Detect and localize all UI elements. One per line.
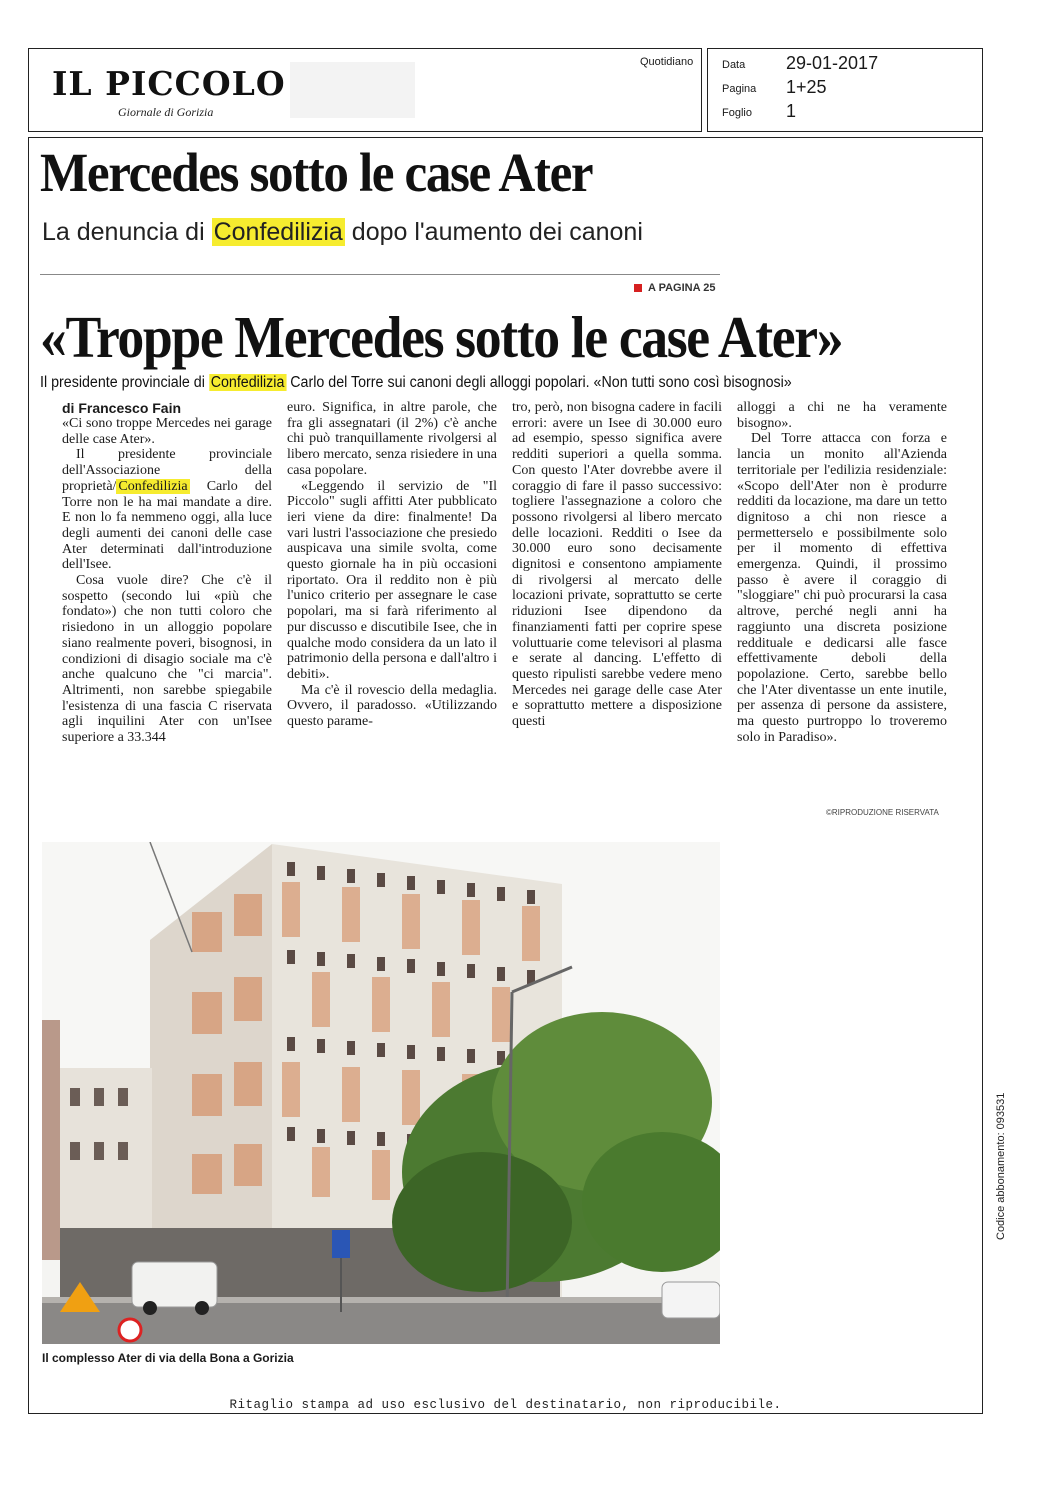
paragraph: Cosa vuole dire? Che c'è il sospetto (secondo lui «più che fondato») che non tutti coloro che risiedono in un alloggio popolare siano realmente poveri, bisognosi, in condizioni di disagio sociale ma c'è anche qualcuno che "ci marcia". Altrimenti, non sarebbe spiegabile l'esistenza di una fascia C riservata agli inquilini Ater con un'Isee superiore a 33.344 (62, 573, 272, 746)
front-headline: Mercedes sotto le case Ater (40, 142, 593, 203)
front-sub-text: La denuncia di (42, 218, 212, 246)
paragraph: «Ci sono troppe Mercedes nei garage delle case Ater». (62, 416, 272, 447)
red-square-icon (634, 284, 642, 292)
article-column-2 (287, 400, 497, 790)
byline: di Francesco Fain (62, 400, 182, 416)
newspaper-logo: IL PICCOLO (52, 64, 286, 103)
page-value: 1+25 (786, 77, 827, 97)
photo-caption: Il complesso Ater di via della Bona a Gorizia (42, 1351, 294, 1365)
building-photo (42, 842, 720, 1344)
highlighted-keyword: Confedilizia (213, 218, 343, 246)
paragraph: euro. Significa, in altre parole, che fra gli assegnatari (il 2%) c'è anche chi può tranquillamente rivolgersi al libero mercato, senza risiedere in una casa popolare. (287, 400, 497, 478)
highlighted-keyword: Confedilizia (210, 374, 285, 391)
sheet-value: 1 (786, 101, 797, 121)
publication-type: Quotidiano (640, 56, 694, 68)
paragraph: tro, però, non bisogna cadere in facili errori: avere un Isee di 30.000 euro ad esempio, spesso significa avere redditi superiori a quella somma. Con questo l'Ater dovrebbe avere il coraggio di fare il passo successivo: togliere l'assegnazione a coloro che possono rivolgersi al libero mercato delle locazioni. Redditi o Isee da 30.000 euro sono decisamente dignitosi e consentono ampiamente di rivolgersi al mercato delle locazioni private, soprattutto se certe riduzioni Isee dipendono da finanziamenti fatti per coprire spese voluttuarie come televisori al plasma e serate al dancing. L'effetto di questo ripulisti sarebbe vedere meno Mercedes nei garage delle case Ater e soprattutto mettere a disposizione questi (512, 400, 722, 730)
paragraph: «Leggendo il servizio de "Il Piccolo" sugli affitti Ater pubblicato ieri viene da dire: finalmente! Da vari lustri l'associazione che presiedo auspicava una simile svolta, come questo giornale ha in più occasioni riportato. Ora il reddito non è più l'unico criterio per assegnare le case popolari, ma si farà riferimento al pur discusso e discutibile Isee, che in qualche modo considera da un lato il patrimonio della persona e dall'altro i debiti». (287, 478, 497, 682)
subscription-code: Codice abbonamento: 093531 (995, 1092, 1007, 1240)
paragraph: alloggi a chi ne ha veramente bisogno». (737, 400, 947, 431)
paragraph-text: Il presidente provinciale dell'Associazione della proprietà/ (62, 447, 272, 494)
article-column-1 (62, 416, 272, 806)
article-headline: «Troppe Mercedes sotto le case Ater» (40, 304, 843, 370)
page-label: Pagina (722, 83, 757, 95)
front-sub-text: dopo l'aumento dei canoni (344, 218, 643, 246)
copyright-note: ©RIPRODUZIONE RISERVATA (826, 808, 939, 817)
page-reference: A PAGINA 25 (648, 282, 716, 294)
paragraph: Ma c'è il rovescio della medaglia. Ovvero, il paradosso. «Utilizzando questo parame- (287, 682, 497, 730)
article-sub-text: Il presidente provinciale di (40, 374, 209, 391)
sheet-label: Foglio (722, 107, 752, 119)
divider (40, 274, 720, 275)
date-value: 29-01-2017 (786, 53, 879, 73)
front-subheadline (42, 218, 643, 247)
article-subheadline (40, 374, 792, 392)
article-column-4 (737, 400, 947, 805)
paragraph (62, 447, 272, 573)
paragraph-text: Carlo del Torre non le ha mai mandate a dire. E non lo fa nemmeno oggi, alla luce degli aumenti dei canoni delle case Ater determinati dall'introduzione dell'Isee. (62, 478, 272, 573)
masthead-shade (290, 62, 415, 118)
article-sub-text: Carlo del Torre sui canoni degli alloggi popolari. «Non tutti sono così bisognosi» (286, 374, 792, 391)
article-column-3 (512, 400, 722, 790)
date-label: Data (722, 59, 746, 71)
newspaper-subtitle: Giornale di Gorizia (118, 105, 214, 119)
footer-notice: Ritaglio stampa ad uso esclusivo del destinatario, non riproducibile. (229, 1398, 782, 1412)
highlighted-keyword: Confedilizia (118, 478, 188, 494)
paragraph: Del Torre attacca con forza e lancia un monito all'Azienda territoriale per l'edilizia residenziale: «Scopo dell'Ater non è produrre redditi da locazione, ma dare un tetto dignitoso a chi non riesce a permetterselo e possibilmente solo per il momento di effettiva emergenza. Quindi, il prossimo passo è avere il coraggio di "sloggiare" chi può procurarsi la casa altrove, perché negli anni ha raggiunto una discreta posizione reddituale e dedicarsi alle fasce effettivamente deboli della popolazione. Certo, sarebbe bello che l'Ater diventasse un ente inutile, per assenza di persone da assistere, ma questo purtroppo lo troveremo solo in Paradiso». (737, 431, 947, 745)
